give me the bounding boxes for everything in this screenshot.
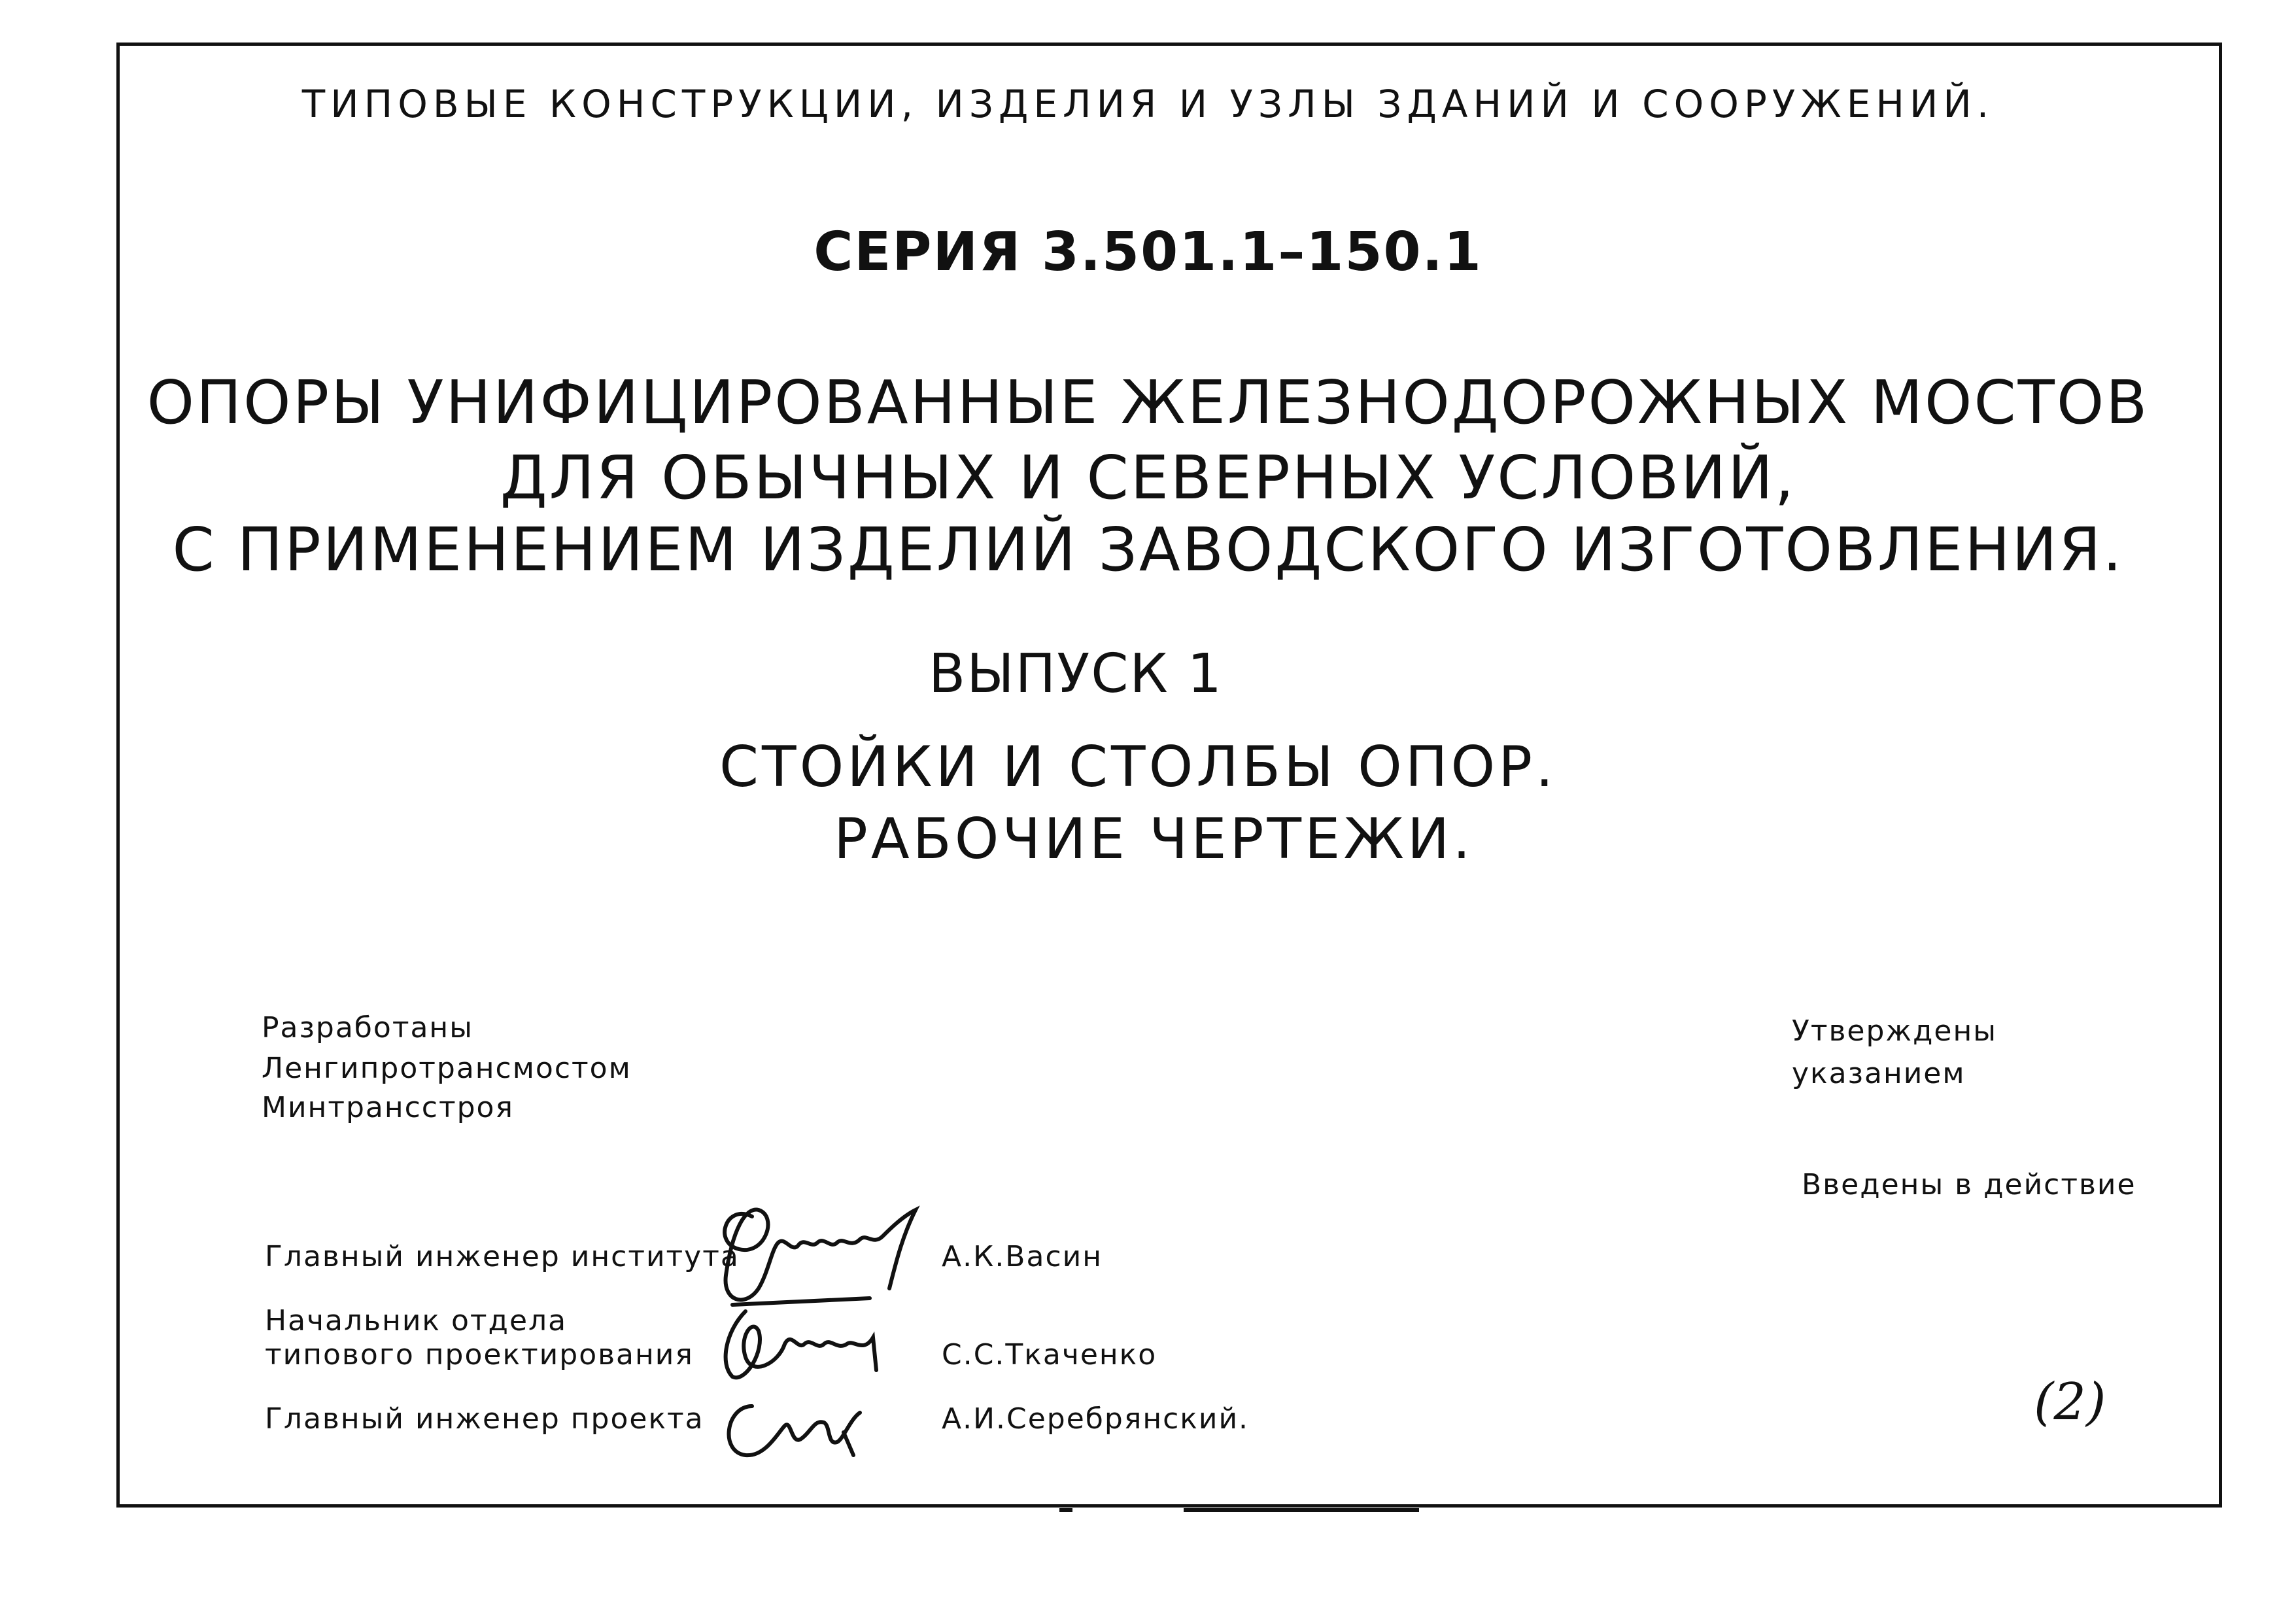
issue-subject-line-2: РАБОЧИЕ ЧЕРТЕЖИ. — [834, 806, 1474, 872]
page-mark: (2) — [2034, 1373, 2106, 1432]
issue-number: ВЫПУСК 1 — [929, 643, 1223, 705]
issue-subject-line-1: СТОЙКИ И СТОЛБЫ ОПОР. — [719, 734, 1557, 800]
signature-serebryansky — [713, 1393, 870, 1465]
developer-ministry: Минтрансстроя — [262, 1091, 514, 1124]
developed-label: Разработаны — [262, 1011, 473, 1044]
signatory-name-vasin: А.К.Васин — [942, 1240, 1103, 1273]
document-title-line-1: ОПОРЫ УНИФИЦИРОВАННЫЕ ЖЕЛЕЗНОДОРОЖНЫХ МОСТОВ — [146, 368, 2150, 438]
signatory-role-department-head-line-1: Начальник отдела — [265, 1304, 568, 1337]
series-number: СЕРИЯ 3.501.1–150.1 — [814, 221, 1482, 283]
scan-artifact-dash — [1059, 1508, 1072, 1512]
developer-organization: Ленгипротрансмостом — [262, 1052, 632, 1085]
signatory-role-chief-engineer-project: Главный инженер проекта — [265, 1402, 704, 1436]
collection-heading: ТИПОВЫЕ КОНСТРУКЦИИ, ИЗДЕЛИЯ И УЗЛЫ ЗДАНИЙ И СООРУЖЕНИЙ. — [301, 82, 1995, 126]
document-title-line-3: С ПРИМЕНЕНИЕМ ИЗДЕЛИЙ ЗАВОДСКОГО ИЗГОТОВЛЕНИЯ. — [172, 515, 2124, 585]
signatory-role-department-head-line-2: типового проектирования — [265, 1338, 694, 1371]
scan-artifact-line — [1184, 1508, 1419, 1512]
approved-by: указанием — [1792, 1057, 1966, 1090]
signature-tkachenko — [706, 1292, 916, 1390]
approved-label: Утверждены — [1792, 1014, 1998, 1048]
signatory-name-tkachenko: С.С.Ткаченко — [942, 1338, 1157, 1371]
signatory-name-serebryansky: А.И.Серебрянский. — [942, 1402, 1250, 1436]
document-title-line-2: ДЛЯ ОБЫЧНЫХ И СЕВЕРНЫХ УСЛОВИЙ, — [500, 443, 1796, 513]
signatory-role-chief-engineer-institute: Главный инженер института — [265, 1240, 740, 1273]
enacted-label: Введены в действие — [1802, 1168, 2136, 1201]
